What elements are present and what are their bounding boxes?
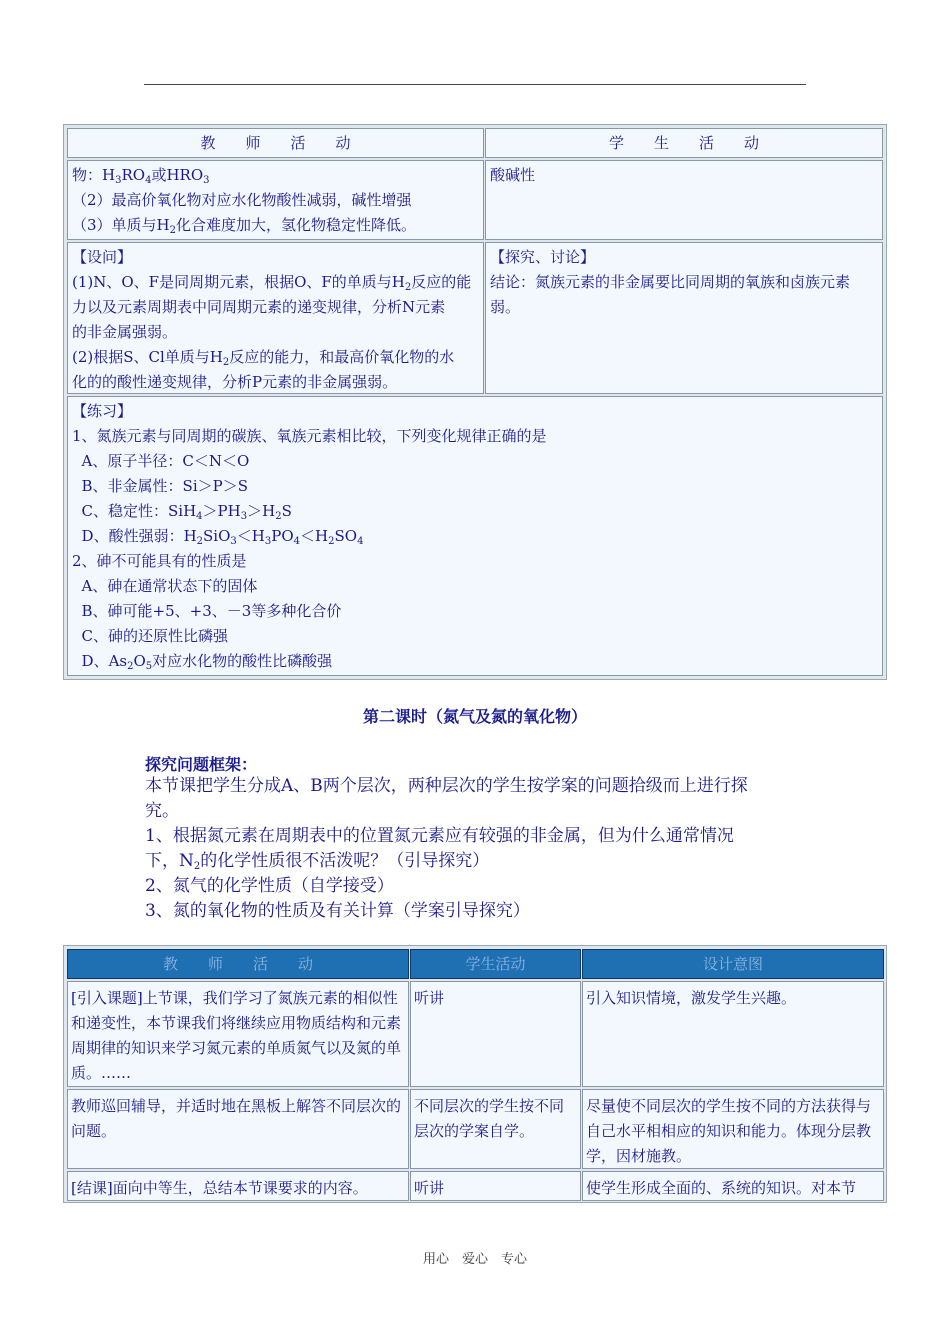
text-line: 【探究、讨论】 <box>490 248 596 266</box>
text-line: 1、氮族元素与同周期的碳族、氧族元素相比较，下列变化规律正确的是 <box>72 427 547 445</box>
row1-intent: 引入知识情境，激发学生兴趣。 <box>582 981 884 1087</box>
row1-student: 听讲 <box>410 981 581 1087</box>
text-line: (1)N、O、F是同周期元素，根据O、F的单质与$H_2$反应的能 <box>72 273 472 293</box>
text-line: （3）单质与$H_2$化合难度加大，氢化物稳定性降低。 <box>72 216 417 236</box>
text-line: 【设问】 <box>72 248 133 266</box>
header-student: 学生活动 <box>410 949 581 979</box>
paragraph-line: 1、根据氮元素在周期表中的位置氮元素应有较强的非金属，但为什么通常情况 <box>145 826 734 846</box>
header-rule <box>144 84 806 85</box>
row3-teacher: [结课]面向中等生，总结本节课要求的内容。 <box>67 1171 409 1201</box>
text-line: D、$As_2O_5$对应水化物的酸性比磷酸强 <box>72 652 333 672</box>
row1-teacher <box>67 160 484 240</box>
text-line: 弱。 <box>490 298 521 316</box>
activity-table-2 <box>63 945 887 1203</box>
text-line: （2）最高价氧化物对应水化物酸性减弱，碱性增强 <box>72 191 412 209</box>
header-student: 学 生 活 动 <box>485 128 883 158</box>
row2-teacher <box>67 242 484 394</box>
text-line: 力以及元素周期表中同周期元素的递变规律，分析N元素 <box>72 298 446 316</box>
text-line: D、酸性强弱：$H_2SiO_3<H_3PO_4<H_2SO_4$ <box>72 527 364 547</box>
row3-student: 听讲 <box>410 1171 581 1201</box>
text-line: C、稳定性：$SiH_4>PH_3>H_2S$ <box>72 502 292 522</box>
text-line: 【练习】 <box>72 402 133 420</box>
text-line: B、非金属性：Si＞P＞S <box>72 477 249 495</box>
text-line: 的非金属强弱。 <box>72 323 178 341</box>
text-line: 酸碱性 <box>490 166 536 184</box>
header-teacher: 教 师 活 动 <box>67 949 409 979</box>
text-line: 物：$H_3RO_4$或$HRO_3$ <box>72 166 210 186</box>
text-line: A、砷在通常状态下的固体 <box>72 577 258 595</box>
text-line: B、砷可能+5、+3、－3等多种化合价 <box>72 602 342 620</box>
text-line: 化的的酸性递变规律，分析P元素的非金属强弱。 <box>72 373 398 391</box>
frame-title: 探究问题框架： <box>145 755 258 774</box>
text-line: A、原子半径：C＜N＜O <box>72 452 250 470</box>
row2-intent: 尽量使不同层次的学生按不同的方法获得与自己水平相相应的知识和能力。体现分层教学，因材施教。 <box>582 1089 884 1169</box>
paragraph-line: 3、氮的氧化物的性质及有关计算（学案引导探究） <box>145 901 530 921</box>
row1-student <box>485 160 883 240</box>
row2-teacher: 教师巡回辅导，并适时地在黑板上解答不同层次的问题。 <box>67 1089 409 1169</box>
header-teacher: 教 师 活 动 <box>67 128 484 158</box>
text-line: (2)根据S、Cl单质与$H_2$反应的能力，和最高价氧化物的水 <box>72 348 455 368</box>
row2-student <box>485 242 883 394</box>
row3-exercises <box>67 396 883 676</box>
text-line: 结论：氮族元素的非金属要比同周期的氧族和卤族元素 <box>490 273 851 291</box>
page-footer: 用心 爱心 专心 <box>422 1252 527 1267</box>
paragraph-line: 本节课把学生分成A、B两个层次，两种层次的学生按学案的问题拾级而上进行探 <box>145 776 748 796</box>
row3-intent: 使学生形成全面的、系统的知识。对本节 <box>582 1171 884 1201</box>
paragraph-line: 2、氮气的化学性质（自学接受） <box>145 876 394 896</box>
text-line: 2、砷不可能具有的性质是 <box>72 552 247 570</box>
header-intent: 设计意图 <box>582 949 884 979</box>
activity-table-1 <box>63 124 887 680</box>
row1-teacher: [引入课题]上节课，我们学习了氮族元素的相似性和递变性，本节课我们将继续应用物质结构和元素周期律的知识来学习氮元素的单质氮气以及氮的单质。…… <box>67 981 409 1087</box>
text-line: C、砷的还原性比磷强 <box>72 627 229 645</box>
section-title: 第二课时（氮气及氮的氧化物） <box>362 707 587 726</box>
paragraph-line: 究。 <box>145 801 179 821</box>
row2-student: 不同层次的学生按不同层次的学案自学。 <box>410 1089 581 1169</box>
paragraph-line: 下，$N_2$的化学性质很不活泼呢？（引导探究） <box>145 851 490 872</box>
